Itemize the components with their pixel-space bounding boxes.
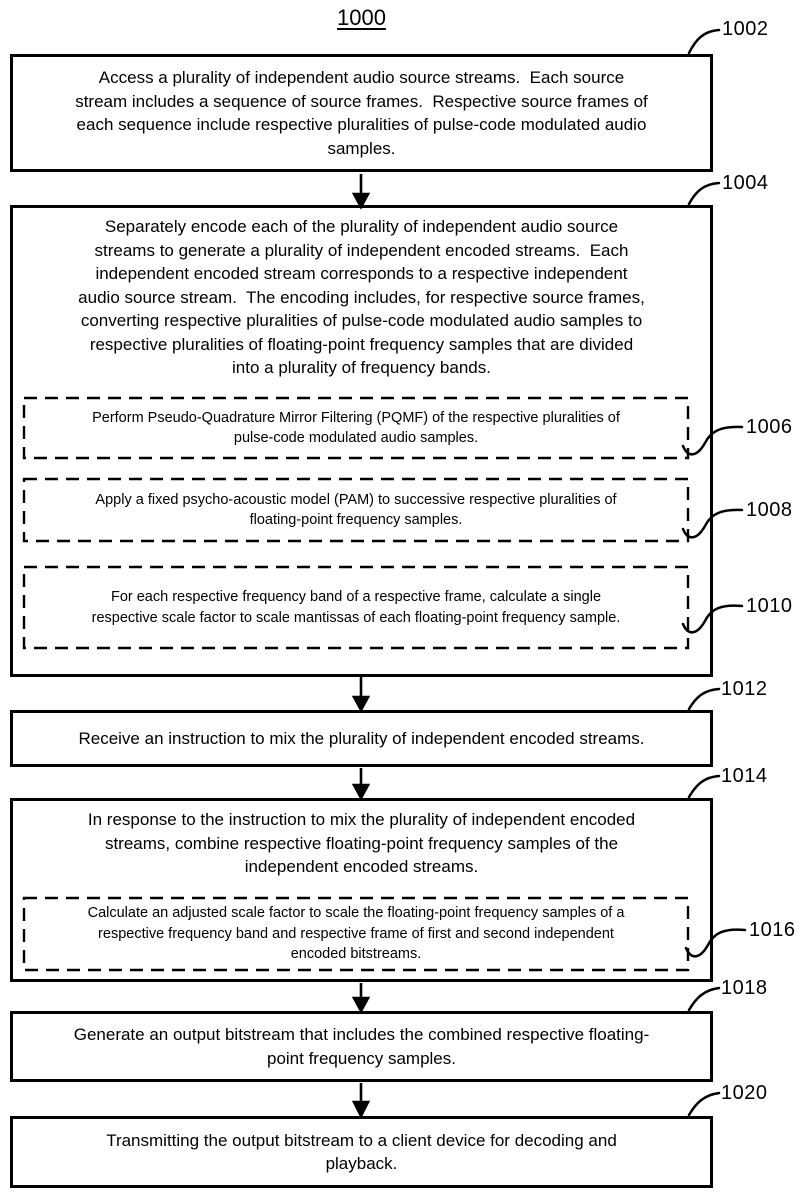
ref-label-1010: 1010 [746,595,793,617]
ref-label-1016: 1016 [749,919,796,941]
step-box-1018 [10,1011,713,1082]
substep-box-1006 [23,397,689,459]
leader-line-1020 [689,1093,719,1115]
step-box-1012 [10,710,713,767]
substep-box-1008 [23,478,689,542]
leader-line-1004 [689,183,719,204]
ref-label-1020: 1020 [721,1082,768,1104]
step-text: Generate an output bitstream that includes the combined respective floating- point frequency samples. [73,1025,650,1068]
ref-label-1004: 1004 [722,172,769,194]
figure-number: 1000 [337,5,386,30]
ref-label-1006: 1006 [746,416,793,438]
step-text: Receive an instruction to mix the plurality of independent encoded streams. [78,728,645,748]
leader-line-1018 [689,988,719,1010]
down-arrow [354,677,368,710]
ref-label-1018: 1018 [721,977,768,999]
step-box-1020 [10,1116,713,1188]
step-text: In response to the instruction to mix the plurality of independent encoded streams, combine respective floating-point frequency samples of the independent encoded streams. [87,810,636,876]
substep-text: Calculate an adjusted scale factor to scale the floating-point frequency samples of a respective frequency band and respective frame of first and second independent encoded bitstreams. [87,905,625,963]
substep-box-1010 [23,566,689,649]
step-text: Separately encode each of the plurality of independent audio source streams to generate a plurality of independent encoded streams. Each independent encoded stream corresponds to a respective independent audio source stream. The encoding includes, for respective source frames, converting respective pluralities of pulse-code modulated audio samples to respective pluralities of floating-point frequency samples that are divided into a plurality of frequency bands. [78,217,645,377]
down-arrow [354,174,368,207]
substep-text: For each respective frequency band of a respective frame, calculate a single respective scale factor to scale mantissas of each floating-point frequency sample. [91,589,621,626]
ref-label-1002: 1002 [722,18,769,40]
substep-text: Apply a fixed psycho-acoustic model (PAM) to successive respective pluralities of floating-point frequency samples. [95,491,617,528]
substep-box-1016 [23,897,689,971]
leader-line-1012 [689,689,719,709]
leader-line-1002 [689,30,719,53]
ref-label-1008: 1008 [746,499,793,521]
step-box-1002 [10,54,713,172]
down-arrow [354,1083,368,1116]
step-text: Transmitting the output bitstream to a client device for decoding and playback. [106,1130,617,1173]
leader-line-1014 [689,776,719,797]
step-text: Access a plurality of independent audio source streams. Each source stream includes a sequence of source frames. Respective source frames of each sequence include respective pluralities of pulse-code modulated audio samples. [75,68,648,158]
down-arrow [354,983,368,1011]
substep-text: Perform Pseudo-Quadrature Mirror Filtering (PQMF) of the respective pluralities of pulse-code modulated audio samples. [92,409,620,446]
down-arrow [354,768,368,798]
ref-label-1012: 1012 [721,678,768,700]
ref-label-1014: 1014 [721,765,768,787]
